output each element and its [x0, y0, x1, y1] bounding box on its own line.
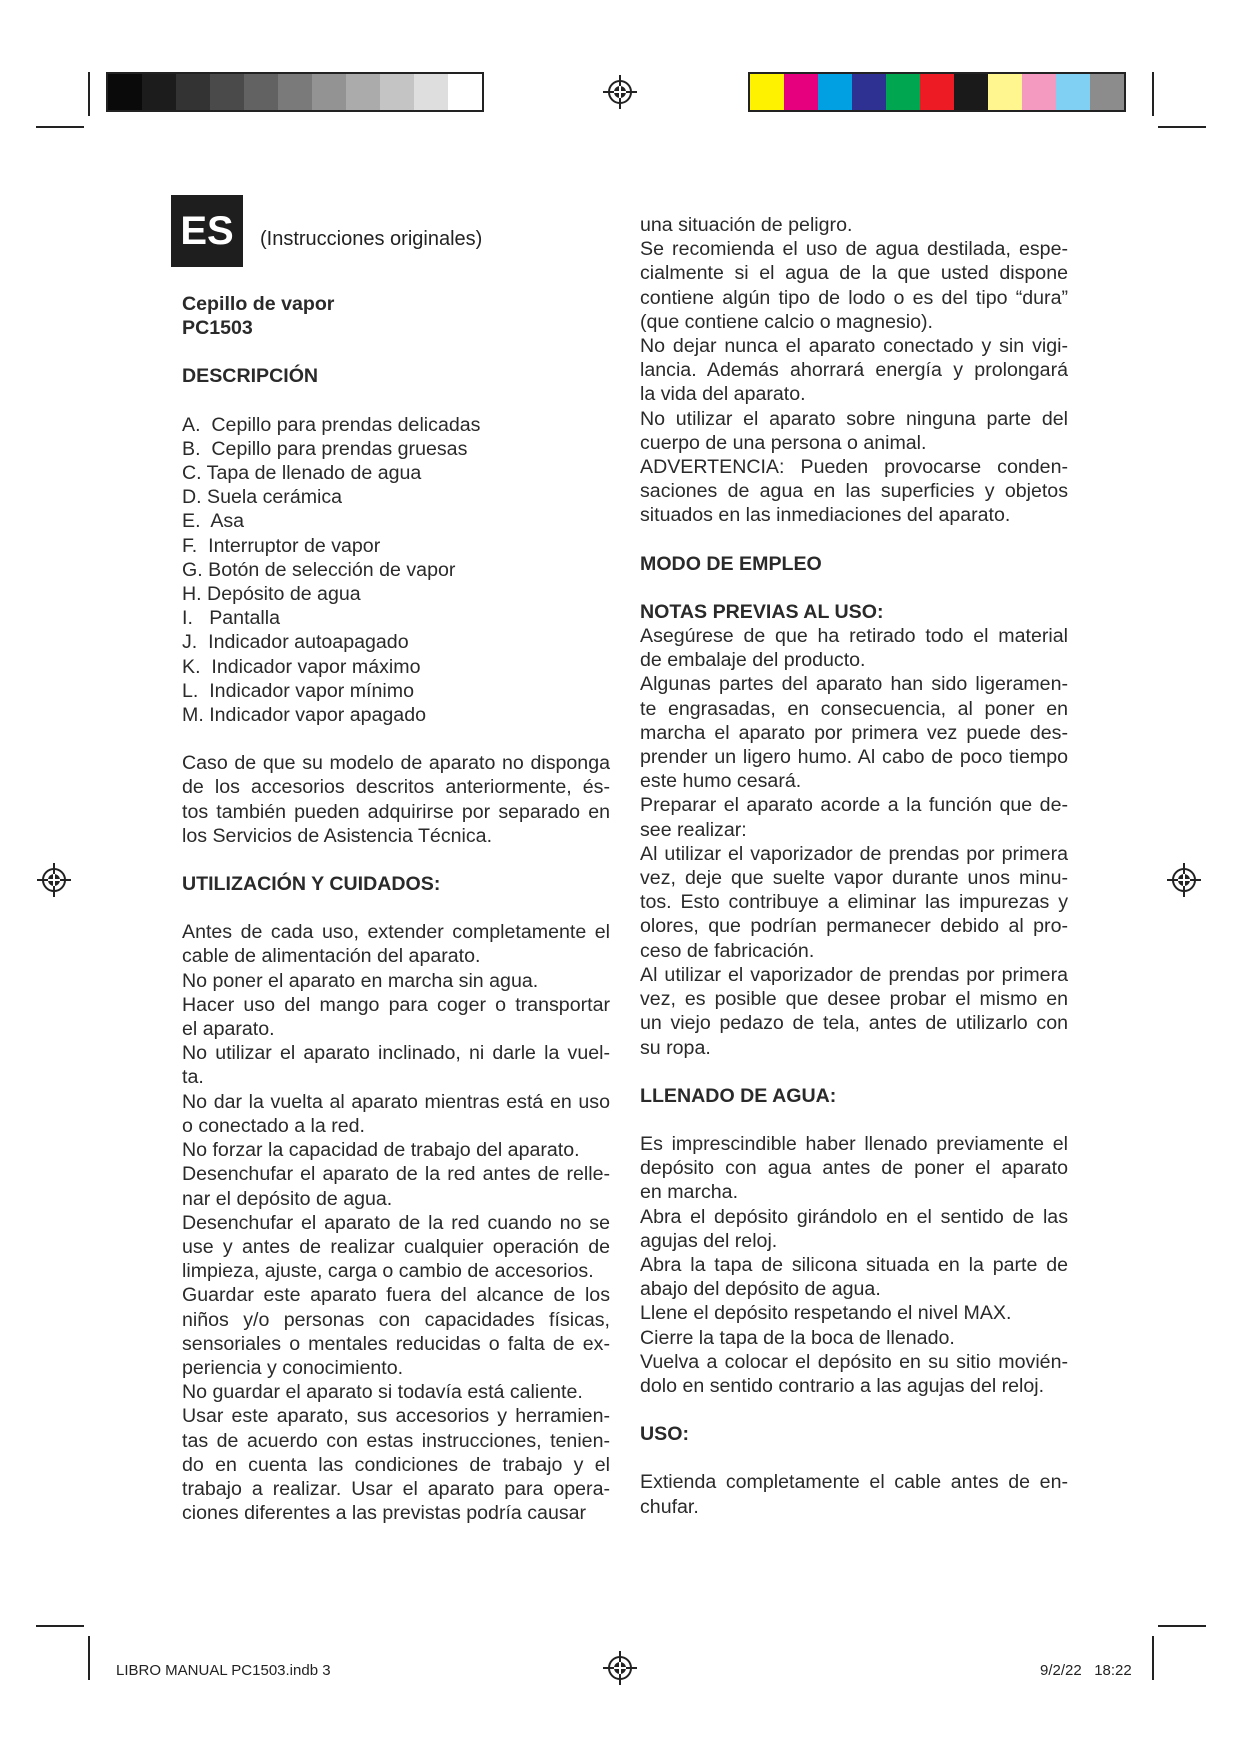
crop-mark — [1152, 1636, 1154, 1680]
paragraph — [182, 1283, 610, 1380]
color-swatch — [1090, 74, 1124, 110]
parts-list — [182, 413, 610, 728]
paragraph-line: tas de acuerdo con estas instrucciones, tenien- — [182, 1429, 610, 1452]
paragraph-line: No dejar nunca el aparato conectado y sin vigi- — [640, 335, 1068, 358]
crop-mark — [88, 72, 90, 116]
gray-swatch — [176, 74, 210, 110]
paragraph-line: ceso de fabricación. — [640, 939, 815, 962]
paragraph-line: vez, deje que suelte vapor durante unos minu- — [640, 867, 1068, 890]
crop-mark — [36, 1625, 84, 1627]
water-filling-instructions — [640, 1132, 1068, 1398]
paragraph-line: Vuelva a colocar el depósito en su sitio movién- — [640, 1350, 1068, 1373]
paragraph-line: el aparato. — [182, 1018, 275, 1041]
language-badge: ES — [171, 195, 243, 267]
product-name: Cepillo de vapor — [182, 293, 335, 315]
paragraph — [182, 1138, 610, 1162]
paragraph — [182, 920, 610, 968]
paragraph — [640, 793, 1068, 841]
paragraph-line: nar el depósito de agua. — [182, 1187, 393, 1210]
paragraph-line: cable de alimentación del aparato. — [182, 945, 481, 968]
right-column — [640, 213, 1068, 1519]
color-swatch — [954, 74, 988, 110]
paragraph-line: sensoriales o mentales reducidas o falta de ex- — [182, 1332, 610, 1355]
paragraph-line: Es imprescindible haber llenado previamente el — [640, 1132, 1068, 1155]
section-heading-uso: USO: — [640, 1423, 689, 1446]
paragraph-line: lancia. Además ahorrará energía y prolongará — [640, 359, 1068, 382]
product-model: PC1503 — [182, 317, 253, 340]
parts-list-item: M. Indicador vapor apagado — [182, 704, 426, 727]
paragraph — [640, 334, 1068, 407]
crop-mark — [1158, 126, 1206, 128]
parts-list-item: H. Depósito de agua — [182, 583, 361, 606]
color-swatch — [886, 74, 920, 110]
paragraph-line: Algunas partes del aparato han sido ligeramen- — [640, 673, 1068, 696]
crop-mark — [1158, 1625, 1206, 1627]
paragraph-line: o conectado a la red. — [182, 1114, 366, 1137]
gray-swatch — [414, 74, 448, 110]
color-swatch — [750, 74, 784, 110]
paragraph-line: Desenchufar el aparato de la red antes de relle- — [182, 1163, 610, 1186]
gray-swatch — [210, 74, 244, 110]
color-swatch — [784, 74, 818, 110]
paragraph — [640, 842, 1068, 963]
paragraph-line: Cierre la tapa de la boca de llenado. — [640, 1326, 955, 1349]
paragraph-line: saciones de agua en las superficies y objetos — [640, 480, 1068, 503]
paragraph-line: No forzar la capacidad de trabajo del aparato. — [182, 1139, 580, 1162]
paragraph-line: limpieza, ajuste, carga o cambio de accesorios. — [182, 1260, 594, 1283]
paragraph-line: prender un ligero humo. Al cabo de poco tiempo — [640, 746, 1068, 769]
paragraph — [640, 455, 1068, 528]
parts-list-item: D. Suela cerámica — [182, 486, 343, 509]
paragraph-line: Abra el depósito girándolo en el sentido de las — [640, 1205, 1068, 1228]
paragraph-line: ADVERTENCIA: Pueden provocarse conden- — [640, 456, 1068, 479]
parts-list-item: L. Indicador vapor mínimo — [182, 679, 414, 702]
crop-mark — [1152, 72, 1154, 116]
paragraph-line: use y antes de realizar cualquier operación de — [182, 1235, 610, 1258]
paragraph-line: la vida del aparato. — [640, 383, 806, 406]
section-heading-descripcion: DESCRIPCIÓN — [182, 365, 319, 388]
registration-mark-icon — [602, 74, 638, 110]
crop-mark — [88, 1636, 90, 1680]
paragraph-line: cialmente si el agua de la que usted dispone — [640, 262, 1068, 285]
safety-instructions-continued — [640, 213, 1068, 528]
paragraph-line: see realizar: — [640, 818, 747, 841]
paragraph-line: este humo cesará. — [640, 770, 802, 793]
paragraph — [182, 1162, 610, 1210]
paragraph — [182, 969, 610, 993]
registration-mark-icon — [36, 862, 72, 898]
paragraph — [640, 1132, 1068, 1205]
paragraph-line: Caso de que su modelo de aparato no disponga — [182, 752, 610, 775]
paragraph-line: contiene algún tipo de lodo o es del tipo “dura” — [640, 286, 1068, 309]
paragraph — [640, 237, 1068, 334]
paragraph-line: do en cuenta las condiciones de trabajo y el — [182, 1453, 610, 1476]
paragraph-line: abajo del depósito de agua. — [640, 1278, 881, 1301]
footer-file-name: LIBRO MANUAL PC1503.indb 3 — [116, 1662, 331, 1679]
process-color-bar — [748, 72, 1126, 112]
paragraph-line: vez, es posible que desee probar el mismo en — [640, 988, 1068, 1011]
paragraph-line: Extienda completamente el cable antes de en- — [640, 1471, 1068, 1494]
paragraph-line: dolo en sentido contrario a las agujas del reloj. — [640, 1374, 1045, 1397]
paragraph-line: ciones diferentes a las previstas podría causar — [182, 1502, 587, 1525]
accessories-paragraph — [182, 751, 610, 848]
paragraph-line: Desenchufar el aparato de la red cuando no se — [182, 1211, 610, 1234]
crop-mark — [36, 126, 84, 128]
gray-swatch — [346, 74, 380, 110]
usage-instructions — [640, 1470, 1068, 1518]
gray-swatch — [142, 74, 176, 110]
registration-mark-icon — [1166, 862, 1202, 898]
paragraph — [640, 624, 1068, 672]
paragraph-line: en marcha. — [640, 1181, 739, 1204]
parts-list-item: G. Botón de selección de vapor — [182, 558, 456, 581]
color-swatch — [852, 74, 886, 110]
gray-swatch — [380, 74, 414, 110]
gray-swatch — [448, 74, 482, 110]
paragraph-line: Hacer uso del mango para coger o transportar — [182, 993, 610, 1016]
color-swatch — [1022, 74, 1056, 110]
paragraph-line: cuerpo de una persona o animal. — [640, 431, 927, 454]
paragraph — [640, 1350, 1068, 1398]
color-swatch — [988, 74, 1022, 110]
gray-swatch — [312, 74, 346, 110]
grayscale-color-bar — [106, 72, 484, 112]
paragraph — [640, 963, 1068, 1060]
parts-list-item: F. Interruptor de vapor — [182, 534, 381, 557]
paragraph-line: una situación de peligro. — [640, 214, 853, 236]
paragraph — [640, 1205, 1068, 1253]
parts-list-item: E. Asa — [182, 510, 245, 533]
paragraph-line: olores, que podrían permanecer debido al pro- — [640, 915, 1068, 938]
paragraph-line: los Servicios de Asistencia Técnica. — [182, 824, 493, 847]
paragraph-line: de embalaje del producto. — [640, 649, 866, 672]
paragraph-line: No utilizar el aparato sobre ninguna parte del — [640, 407, 1068, 430]
parts-list-item: I. Pantalla — [182, 607, 281, 630]
paragraph-line: Abra la tapa de silicona situada en la parte de — [640, 1253, 1068, 1276]
paragraph — [640, 213, 1068, 237]
paragraph-line: de los accesorios descritos anteriormente, és- — [182, 776, 610, 799]
section-heading-notas-previas: NOTAS PREVIAS AL USO: — [640, 600, 884, 623]
paragraph-line: No utilizar el aparato inclinado, ni darle la vuel- — [182, 1042, 610, 1065]
paragraph-line: situados en las inmediaciones del aparato. — [640, 504, 1011, 527]
gray-swatch — [108, 74, 142, 110]
left-column — [182, 292, 610, 1525]
paragraph-line: Preparar el aparato acorde a la función que de- — [640, 794, 1068, 817]
paragraph — [182, 1380, 610, 1404]
paragraph-line: agujas del reloj. — [640, 1229, 778, 1252]
paragraph-line: Llene el depósito respetando el nivel MAX. — [640, 1302, 1012, 1325]
color-swatch — [1056, 74, 1090, 110]
registration-mark-icon — [602, 1650, 638, 1686]
paragraph-line: ta. — [182, 1066, 204, 1089]
section-heading-llenado: LLENADO DE AGUA: — [640, 1084, 837, 1107]
paragraph-line: Guardar este aparato fuera del alcance de los — [182, 1284, 610, 1307]
paragraph — [182, 1090, 610, 1138]
paragraph-line: un viejo pedazo de tela, antes de utilizarlo con — [640, 1012, 1068, 1035]
paragraph — [182, 1404, 610, 1525]
paragraph-line: tos. Esto contribuye a eliminar las impurezas y — [640, 891, 1068, 914]
paragraph-line: Al utilizar el vaporizador de prendas por primera — [640, 963, 1068, 986]
paragraph — [640, 1253, 1068, 1301]
color-swatch — [920, 74, 954, 110]
paragraph — [640, 407, 1068, 455]
paragraph — [640, 1301, 1068, 1325]
parts-list-item: A. Cepillo para prendas delicadas — [182, 413, 481, 436]
original-instructions-note: (Instrucciones originales) — [260, 228, 483, 250]
paragraph-line: su ropa. — [640, 1036, 711, 1059]
paragraph — [182, 993, 610, 1041]
care-instructions — [182, 920, 610, 1525]
parts-list-item: K. Indicador vapor máximo — [182, 655, 421, 678]
paragraph-line: (que contiene calcio o magnesio). — [640, 310, 933, 333]
paragraph-line: niños y/o personas con capacidades físicas, — [182, 1308, 610, 1331]
paragraph-line: No guardar el aparato si todavía está caliente. — [182, 1381, 583, 1404]
paragraph-line: Al utilizar el vaporizador de prendas por primera — [640, 842, 1068, 865]
paragraph-line: marcha el aparato por primera vez puede des- — [640, 721, 1068, 744]
parts-list-item: C. Tapa de llenado de agua — [182, 462, 422, 485]
paragraph-line: Usar este aparato, sus accesorios y herramien- — [182, 1405, 610, 1428]
section-heading-utilizacion: UTILIZACIÓN Y CUIDADOS: — [182, 873, 441, 896]
prior-use-notes — [640, 624, 1068, 1060]
parts-list-item: B. Cepillo para prendas gruesas — [182, 437, 468, 460]
parts-list-item: J. Indicador autoapagado — [182, 631, 409, 654]
paragraph — [182, 1041, 610, 1089]
paragraph — [640, 1326, 1068, 1350]
section-heading-modo-empleo: MODO DE EMPLEO — [640, 552, 822, 575]
paragraph-line: No dar la vuelta al aparato mientras está en uso — [182, 1090, 610, 1113]
footer-date: 9/2/22 18:22 — [1040, 1662, 1132, 1679]
paragraph-line: tos también pueden adquirirse por separado en — [182, 800, 610, 823]
paragraph — [640, 672, 1068, 793]
color-swatch — [818, 74, 852, 110]
paragraph-line: chufar. — [640, 1495, 699, 1518]
paragraph-line: No poner el aparato en marcha sin agua. — [182, 969, 539, 992]
paragraph-line: te engrasadas, en consecuencia, al poner en — [640, 697, 1068, 720]
paragraph — [640, 1470, 1068, 1518]
paragraph-line: Se recomienda el uso de agua destilada, espe- — [640, 238, 1068, 261]
gray-swatch — [244, 74, 278, 110]
paragraph-line: Antes de cada uso, extender completamente el — [182, 921, 610, 944]
gray-swatch — [278, 74, 312, 110]
paragraph-line: trabajo a realizar. Usar el aparato para opera- — [182, 1477, 610, 1500]
paragraph-line: Asegúrese de que ha retirado todo el material — [640, 625, 1068, 648]
paragraph — [182, 1211, 610, 1284]
paragraph-line: depósito con agua antes de poner el aparato — [640, 1157, 1068, 1180]
paragraph-line: periencia y conocimiento. — [182, 1356, 404, 1379]
